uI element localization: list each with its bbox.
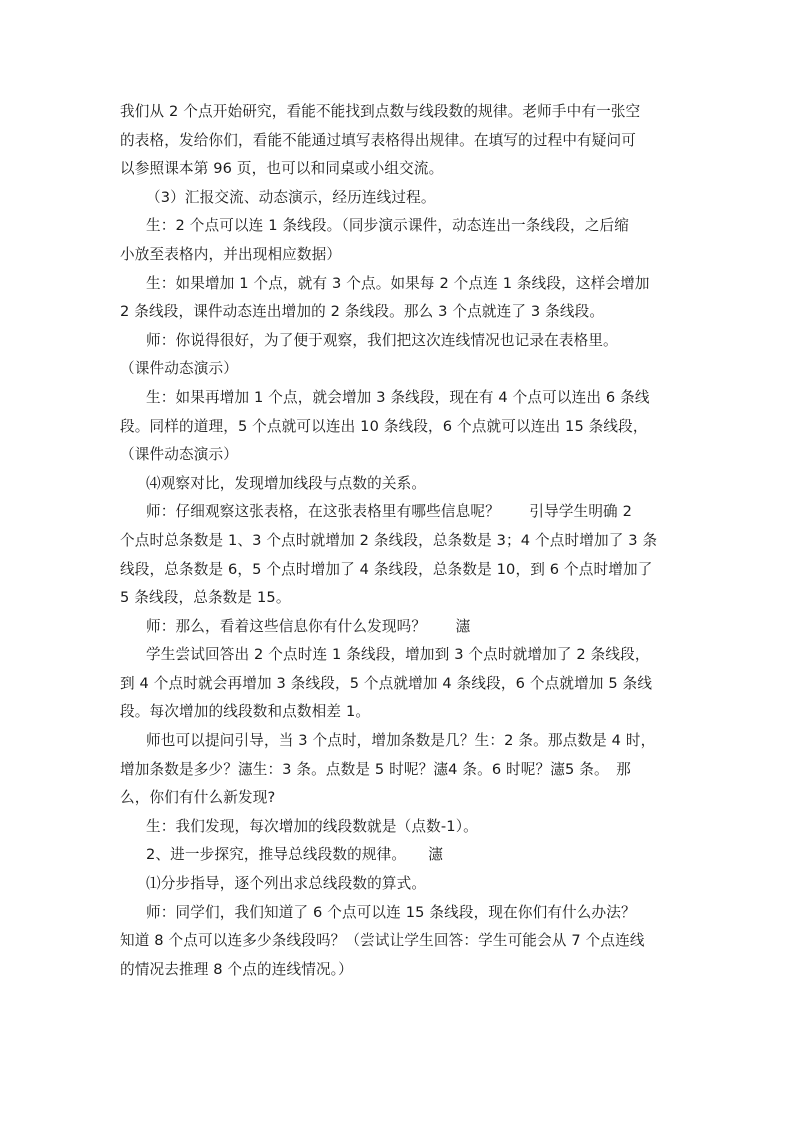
text-line: 我们从 2 个点开始研究，看能不能找到点数与线段数的规律。老师手中有一张空 <box>120 103 641 120</box>
text-line: 段。每次增加的线段数和点数相差 1。 <box>120 703 371 721</box>
text-line: 么，你们有什么新发现? <box>120 789 276 807</box>
text-line: 生：2 个点可以连 1 条线段。（同步演示课件，动态连出一条线段，之后缩 <box>146 217 629 235</box>
text-line: 小放至表格内，并出现相应数据） <box>120 245 342 263</box>
text-line: 2 条线段，课件动态连出增加的 2 条线段。那么 3 个点就连了 3 条线段。 <box>120 303 605 321</box>
text-line: （课件动态演示） <box>120 446 238 464</box>
text-line: 学生尝试回答出 2 个点时连 1 条线段，增加到 3 个点时就增加了 2 条线段， <box>146 646 650 664</box>
document-body <box>120 98 680 984</box>
text-line: 增加条数是多少？瀗生：3 条。点数是 5 时呢？瀗4 条。6 时呢？瀗5 条。 那 <box>120 760 631 778</box>
text-line: 个点时总条数是 1、3 个点时就增加 2 条线段，总条数是 3；4 个点时增加了 3 条 <box>120 531 658 549</box>
text-line: 的表格，发给你们，看能不能通过填写表格得出规律。在填写的过程中有疑问可 <box>120 131 637 149</box>
text-line: （课件动态演示） <box>120 360 238 378</box>
text-line: 5 条线段，总条数是 15。 <box>120 589 291 607</box>
text-line: 2、进一步探究，推导总线段数的规律。 瀗 <box>146 846 444 864</box>
text-line: （3）汇报交流、动态演示，经历连线过程。 <box>146 188 436 206</box>
text-line: 的情况去推理 8 个点的连线情况。） <box>120 960 353 978</box>
text-line: 段。同样的道理，5 个点就可以连出 10 条线段，6 个点就可以连出 15 条线段， <box>120 417 648 435</box>
text-line: 知道 8 个点可以连多少条线段吗？（尝试让学生回答：学生可能会从 7 个点连线 <box>120 932 645 950</box>
text-line: 生：如果再增加 1 个点，就会增加 3 条线段，现在有 4 个点可以连出 6 条线 <box>146 388 650 406</box>
text-line: ⑴分步指导，逐个列出求总线段数的算式。 <box>146 875 427 893</box>
text-line: 到 4 个点时就会再增加 3 条线段，5 个点就增加 4 条线段，6 个点就增加 5 条线 <box>120 674 653 692</box>
text-line: 生：如果增加 1 个点，就有 3 个点。如果每 2 个点连 1 条线段，这样会增加 <box>146 274 650 292</box>
text-line: 师：同学们，我们知道了 6 个点可以连 15 条线段，现在你们有什么办法？ <box>146 903 636 921</box>
text-line: 师也可以提问引导，当 3 个点时，增加条数是几？生：2 条。那点数是 4 时， <box>146 732 656 750</box>
text-line: 师：你说得很好，为了便于观察，我们把这次连线情况也记录在表格里。 <box>146 331 618 349</box>
text-line: 线段，总条数是 6，5 个点时增加了 4 条线段，总条数是 10，到 6 个点时增加了 <box>120 560 653 578</box>
text-line: 师：那么，看着这些信息你有什么发现吗？ 瀗 <box>146 617 471 635</box>
text-line: 生：我们发现，每次增加的线段数就是（点数-1）。 <box>146 817 478 835</box>
text-line: 师：仔细观察这张表格，在这张表格里有哪些信息呢？ 引导学生明确 2 <box>146 503 633 521</box>
text-line: ⑷观察对比，发现增加线段与点数的关系。 <box>146 474 427 492</box>
text-line: 以参照课本第 96 页，也可以和同桌或小组交流。 <box>120 160 444 178</box>
